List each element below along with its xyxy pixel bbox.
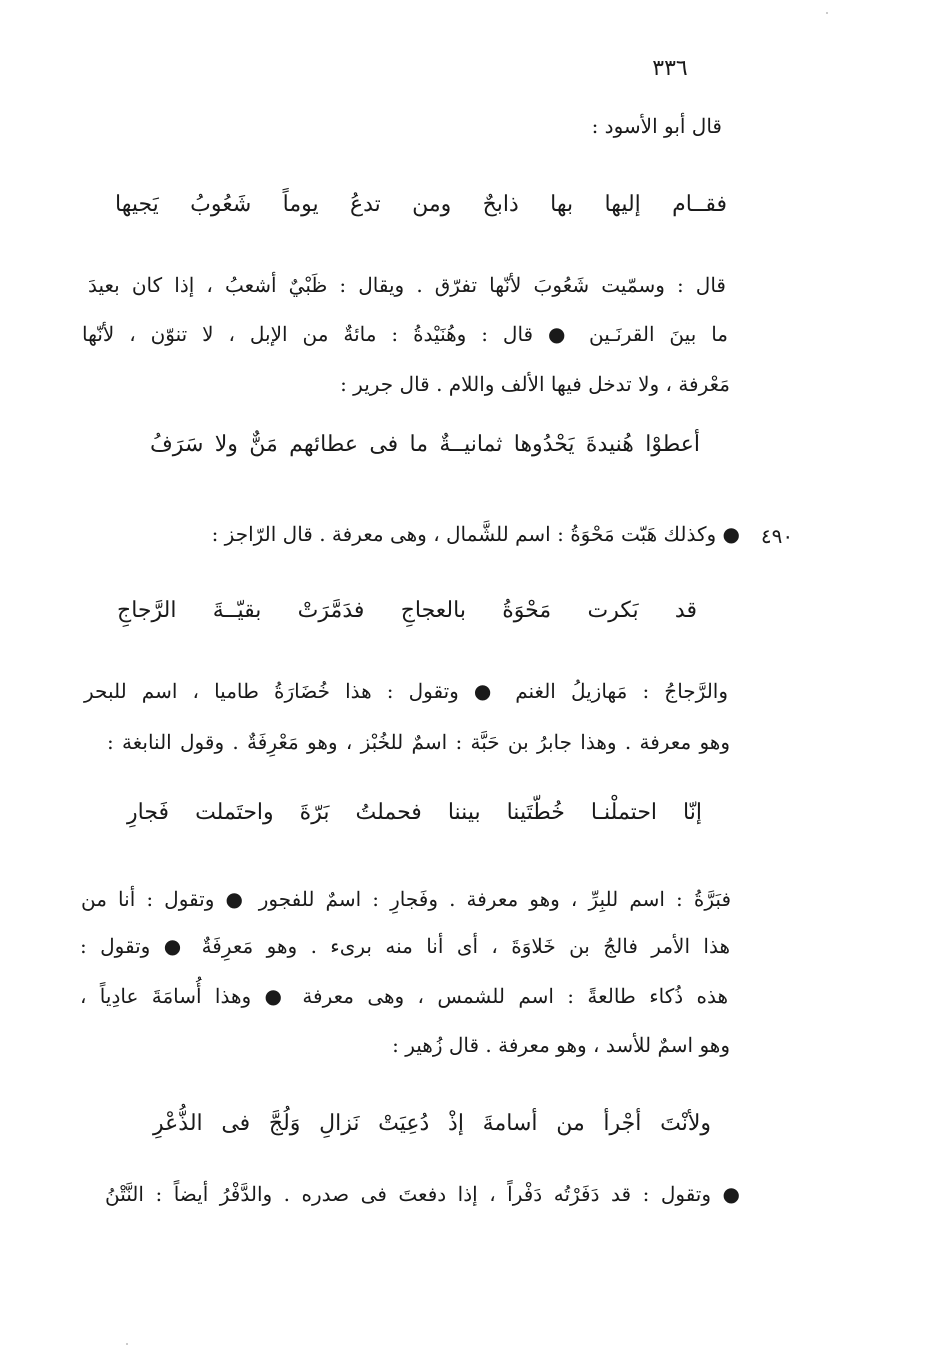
- text-line: هذه ذُكاء طالعةً : اسم للشمس ، وهى معرفة ● وهذا أُسامَةَ عادِياً ،: [80, 984, 728, 1008]
- text-line: ● وتقول : قد دَفَرْتُه دَفْراً ، إذا دفعتَ فى صدره . والدَّفْرُ أيضاً : النَّتْنُ: [105, 1182, 740, 1206]
- text-line: وهو اسمٌ للأسد ، وهو معرفة . قال زُهير :: [392, 1033, 730, 1057]
- text-line: قال أبو الأسود :: [591, 114, 722, 138]
- paper-speck: [126, 1343, 128, 1345]
- text-line: مَعْرفة ، ولا تدخل فيها الألف واللام . قال جرير :: [340, 372, 730, 396]
- verse-line: أعطوْا هُنيدةَ يَحْدُوها ثمانيــةٌ ما فى عطائهم مَنٌّ ولا سَرَفُ: [150, 432, 700, 457]
- verse-line: فقــام إليها بها ذابحٌ ومن تدعُ يوماً شَعُوبُ يَجيها: [115, 192, 727, 217]
- verse-line: ولأنْتَ أجْرأ من أسامةَ إذْ دُعِيَتْ نَزالِ وَلُجَّ فى الذُّعْرِ: [153, 1111, 711, 1136]
- paper-speck: [826, 12, 828, 14]
- text-line: هذا الأمر فالجُ بن خَلاوَةَ ، أى أنا منه برىء . وهو مَعرِفَةٌ ● وتقول :: [80, 934, 730, 958]
- verse-line: قد بَكرت مَحْوَةُ بالعجاجِ فدَمَّرَتْ بقيّــةَ الرَّجاجِ: [117, 598, 697, 623]
- page-number: ٣٣٦: [652, 56, 688, 81]
- verse-line: إنّا احتملْنـا خُطّتَينا بيننا فحملتُ بَرّةَ واحتَملت فَجارِ: [127, 800, 702, 825]
- text-line: والرَّجاجُ : مَهازيلُ الغنم ● وتقول : هذا خُضَارَةُ طاميا ، اسم للبحر: [84, 679, 728, 703]
- text-line: قال : وسمّيت شَعُوبَ لأنّها تفرّق . ويقال : ظَبْيٌ أشعبُ ، إذا كان بعيدَ: [88, 273, 726, 297]
- text-line: فبَرَّةُ : اسم للبِرِّ ، وهو معرفة . وفَجارِ : اسمٌ للفجور ● وتقول : أنا من: [81, 887, 732, 911]
- entry-number: ٤٩٠: [760, 524, 794, 548]
- text-line: ● وكذلك هَبّت مَحْوَةُ : اسم للشَّمال ، وهى معرفة . قال الرّاجز :: [211, 522, 740, 546]
- text-line: وهو معرفة . وهذا جابرُ بن حَبَّة : اسمٌ للخُبْز ، وهو مَعْرِفَةٌ . وقول النابغة :: [107, 730, 730, 754]
- text-line: ما بينَ القرنَـين ● قال : وهُنَيْدةُ : مائةٌ من الإبل ، لا تنوّن ، لأنّها: [82, 322, 728, 346]
